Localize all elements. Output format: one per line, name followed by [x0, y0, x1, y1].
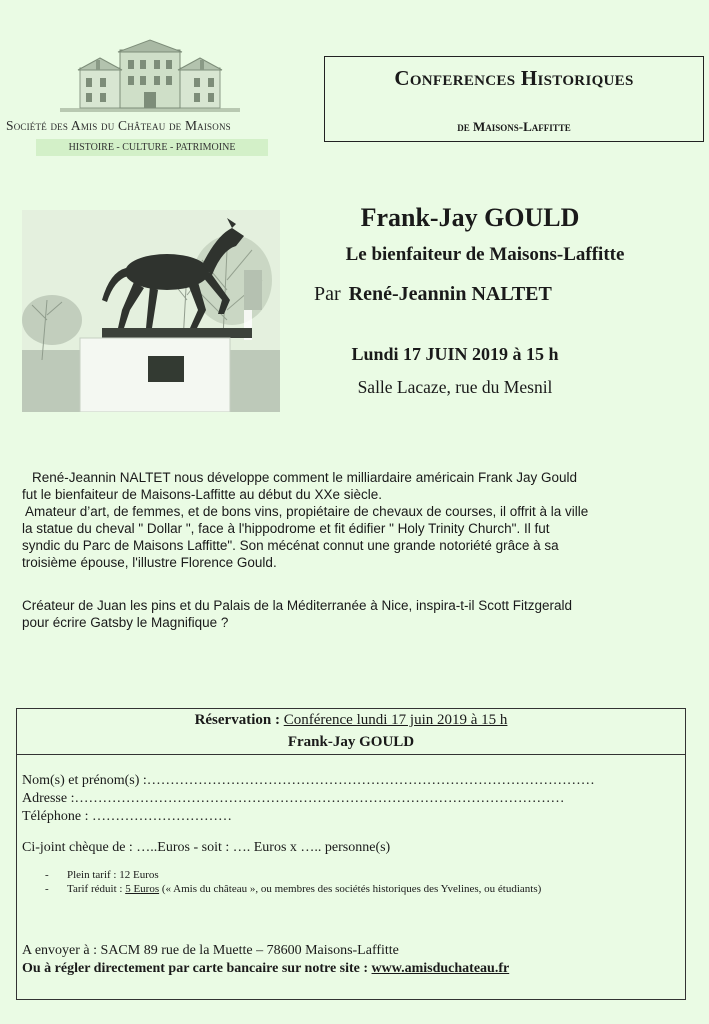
- reservation-subject: Frank-Jay GOULD: [287, 734, 415, 750]
- text-line: fut le bienfaiteur de Maisons-Laffitte au début du XXe siècle.: [22, 487, 382, 502]
- tarif-reduced-price: 5 Euros: [125, 883, 160, 895]
- text-line: la statue du cheval " Dollar ", face à l'hippodrome et fit édifier " Holy Trinity Church". Il fut: [22, 521, 550, 536]
- horse-statue-photo: [22, 210, 280, 412]
- text-line: syndic du Parc de Maisons Laffitte". Son mécénat connut une grande notoriété grâce à sa: [22, 538, 559, 553]
- reservation-header: [17, 709, 685, 755]
- send-address: A envoyer à : SACM 89 rue de la Muette – 78600 Maisons-Laffitte: [22, 943, 399, 958]
- phone-field[interactable]: Téléphone : …………………………: [22, 809, 232, 824]
- address-field[interactable]: Adresse :……………………………………………………………………………………………: [22, 791, 565, 806]
- reservation-conference: Conférence lundi 17 juin 2019 à 15 h: [283, 712, 508, 728]
- tarif-full: - Plein tarif : 12 Euros: [45, 869, 159, 881]
- speaker-prefix: Par: [314, 283, 341, 305]
- website-link[interactable]: www.amisduchateau.fr: [371, 961, 510, 976]
- event-date: Lundi 17 JUIN 2019 à 15 h: [351, 344, 559, 364]
- reservation-label: Réservation :: [194, 712, 280, 728]
- society-tagline: HISTOIRE - CULTURE - PATRIMOINE: [36, 139, 268, 156]
- text-line: Amateur d’art, de femmes, et de bons vins, propiétaire de chevaux de courses, il offrit à la ville: [22, 504, 589, 519]
- tarif-reduced-label: Tarif réduit :: [67, 883, 123, 895]
- pay-text: Ou à régler directement par carte bancaire sur notre site :: [22, 961, 369, 976]
- speaker-line: [314, 283, 552, 306]
- cheque-line[interactable]: Ci-joint chèque de : …..Euros - soit : …. Euros x ….. personne(s): [22, 840, 391, 855]
- society-name: Société des Amis du Château de Maisons: [6, 118, 231, 133]
- reservation-form: [16, 708, 686, 1000]
- event-subtitle: Le bienfaiteur de Maisons-Laffitte: [345, 244, 625, 265]
- name-field[interactable]: Nom(s) et prénom(s) :……………………………………………………………………………………: [22, 773, 595, 788]
- text-line: pour écrire Gatsby le Magnifique ?: [22, 615, 229, 630]
- tarif-full-text: Plein tarif : 12 Euros: [67, 869, 159, 881]
- page-subtitle: de Maisons-Laffitte: [457, 119, 571, 134]
- speaker-name: René-Jeannin NALTET: [348, 283, 552, 305]
- event-venue: Salle Lacaze, rue du Mesnil: [357, 377, 553, 397]
- tarif-reduced-note: (« Amis du château », ou membres des sociétés historiques des Yvelines, ou étudiants): [161, 883, 542, 895]
- question-paragraph: [22, 597, 702, 631]
- tarif-reduced: - Tarif réduit : 5 Euros (« Amis du château », ou membres des sociétés historiques des Yvelines, ou étudiants): [45, 883, 542, 895]
- text-line: Créateur de Juan les pins et du Palais de la Méditerranée à Nice, inspira-t-il Scott Fitzgerald: [22, 598, 573, 613]
- title-box: [324, 56, 704, 142]
- event-name: Frank-Jay GOULD: [360, 203, 580, 232]
- chateau-logo: [60, 38, 240, 118]
- pay-line: [22, 961, 509, 977]
- text-line: René-Jeannin NALTET nous développe comment le milliardaire américain Frank Jay Gould: [32, 470, 578, 485]
- reservation-title-line: [17, 712, 685, 729]
- text-line: troisième épouse, l'illustre Florence Gould.: [22, 555, 277, 570]
- description-paragraph: [22, 469, 702, 571]
- page-title: Conferences Historiques: [394, 66, 634, 90]
